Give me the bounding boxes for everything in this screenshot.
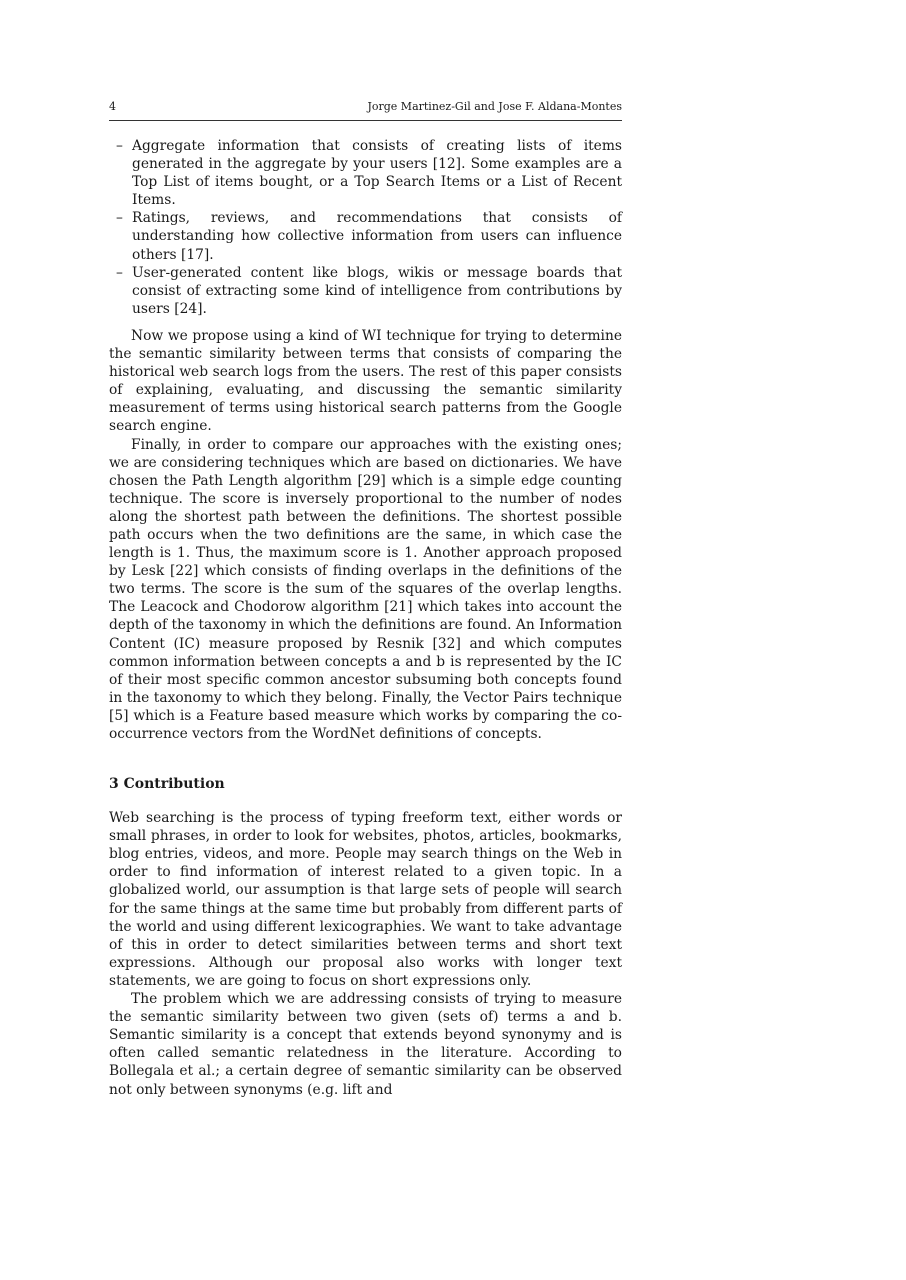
list-item-text: User-generated content like blogs, wikis or message boards that consist of extracting some kind of intelligence from contributions by users [24].	[132, 264, 622, 317]
running-head-authors: Jorge Martinez-Gil and Jose F. Aldana-Montes	[367, 100, 622, 113]
bullet-dash: –	[116, 210, 123, 227]
paragraph-proposal: Now we propose using a kind of WI technique for trying to determine the semantic similarity between terms that consists of comparing the historical web search logs from the users. The rest of this paper consists of explaining, evaluating, and discussing the semantic similarity measurement of terms using historical search patterns from the Google search engine.	[109, 327, 622, 435]
section-heading: 3 Contribution	[109, 776, 225, 793]
paragraph-problem: The problem which we are addressing consists of trying to measure the semantic similarity between two given (sets of) terms a and b. Semantic similarity is a concept that extends beyond synonymy and is often called semantic relatedness in the literature. According to Bollegala et al.; a certain degree of semantic similarity can be observed not only between synonyms (e.g. lift and	[109, 991, 622, 1098]
list-item	[109, 264, 622, 318]
bullet-dash: –	[116, 138, 123, 154]
bullet-list	[109, 137, 622, 318]
list-item	[109, 137, 622, 209]
list-item	[109, 209, 622, 263]
paragraph-related-techniques: Finally, in order to compare our approaches with the existing ones; we are considering techniques which are based on dictionaries. We have chosen the Path Length algorithm [29] which is a simple edge counting technique. The score is inversely proportional to the number of nodes along the shortest path between the definitions. The shortest possible path occurs when the two definitions are the same, in which case the length is 1. Thus, the maximum score is 1. Another approach proposed by Lesk [22] which consists of finding overlaps in the definitions of the two terms. The score is the sum of the squares of the overlap lengths. The Leacock and Chodorow algorithm [21] which takes into account the depth of the taxonomy in which the definitions are found. An Information Content (IC) measure proposed by Resnik [32] and which computes common information between concepts a and b is represented by the IC of their most specific common ancestor subsuming both concepts found in the taxonomy to which they belong. Finally, the Vector Pairs technique [5] which is a Feature based measure which works by comparing the co-occurrence vectors from the WordNet definitions of concepts.	[109, 436, 622, 742]
body-text	[109, 137, 622, 1099]
bullet-dash: –	[116, 264, 123, 281]
paragraph-web-searching: Web searching is the process of typing freeform text, either words or small phrases, in order to look for websites, photos, articles, bookmarks, blog entries, videos, and more. People may search things on the Web in order to find information of interest related to a given topic. In a globalized world, our assumption is that large sets of people will search for the same things at the same time but probably from different parts of the world and using different lexicographies. We want to take advantage of this in order to detect similarities between terms and short text expressions. Although our proposal also works with longer text statements, we are going to focus on short expressions only.	[109, 810, 622, 989]
list-item-text: Aggregate information that consists of creating lists of items generated in the aggregate by your users [12]. Some examples are a Top List of items bought, or a Top Search Items or a List of Recent Items.	[132, 138, 622, 209]
list-item-text: Ratings, reviews, and recommendations that consists of understanding how collective information from users can influence others [17].	[132, 210, 622, 263]
page-header	[109, 100, 622, 121]
page-number: 4	[109, 100, 116, 113]
